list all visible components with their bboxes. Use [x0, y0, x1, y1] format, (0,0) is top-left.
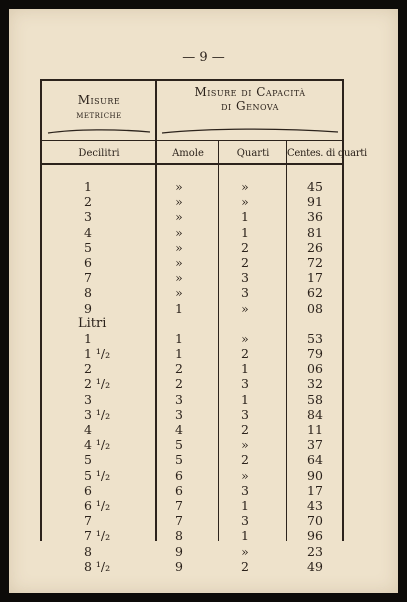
subheader-amole: Amole — [172, 148, 204, 159]
table-row — [40, 209, 344, 224]
centesimi-cell: 17 — [307, 482, 323, 498]
metric-cell: 2 — [84, 361, 92, 377]
table-row — [40, 422, 344, 437]
quarti-cell: 1 — [241, 497, 249, 513]
amole-cell: 7 — [175, 497, 183, 513]
centesimi-cell: 11 — [307, 422, 323, 437]
metric-cell: 3 ¹/₂ — [84, 406, 111, 422]
centesimi-cell: 49 — [307, 558, 323, 574]
metric-cell: 5 ¹/₂ — [84, 467, 111, 483]
metric-cell: 4 — [84, 224, 92, 240]
metric-cell: 8 — [84, 543, 92, 559]
quarti-cell: » — [241, 437, 249, 453]
metric-cell: 4 ¹/₂ — [84, 437, 111, 453]
quarti-cell: » — [241, 467, 249, 483]
metric-cell: 1 — [84, 330, 92, 346]
quarti-cell: » — [241, 543, 249, 559]
metric-cell: 6 — [84, 482, 92, 498]
table-top-border — [40, 79, 344, 81]
quarti-cell: 2 — [241, 254, 249, 270]
centesimi-cell: 70 — [307, 513, 323, 529]
amole-cell: 8 — [175, 528, 183, 544]
quarti-cell: 1 — [241, 528, 249, 544]
quarti-cell: 1 — [241, 391, 249, 407]
centesimi-cell: 53 — [307, 330, 323, 346]
table-row — [40, 498, 344, 513]
header-metric-title: Misure metriche — [76, 93, 122, 121]
amole-cell: 2 — [175, 361, 183, 377]
subheader-decilitri: Decilitri — [78, 148, 120, 159]
quarti-cell: 2 — [241, 346, 249, 362]
metric-cell: 3 — [84, 391, 92, 407]
table-row — [40, 285, 344, 300]
header-ornament-right — [160, 127, 340, 137]
centesimi-cell: 26 — [307, 239, 323, 255]
amole-cell: » — [175, 224, 183, 240]
amole-cell: » — [175, 239, 183, 255]
table-row — [40, 331, 344, 346]
metric-cell: 6 ¹/₂ — [84, 497, 111, 513]
amole-cell: » — [175, 254, 183, 270]
conversion-table-body — [40, 179, 344, 574]
metric-cell: 8 — [84, 285, 92, 301]
amole-cell: 9 — [175, 543, 183, 559]
centesimi-cell: 58 — [307, 391, 323, 407]
table-row — [40, 346, 344, 361]
metric-cell: 9 — [84, 300, 92, 316]
metric-cell: 5 — [84, 239, 92, 255]
centesimi-cell: 72 — [307, 254, 323, 270]
amole-cell: 1 — [175, 300, 183, 316]
table-row — [40, 437, 344, 452]
amole-cell: » — [175, 270, 183, 286]
amole-cell: 9 — [175, 558, 183, 574]
quarti-cell: 3 — [241, 406, 249, 422]
centesimi-cell: 37 — [307, 437, 323, 453]
metric-cell: 1 — [84, 179, 92, 194]
page-number: — 9 — — [182, 50, 225, 65]
centesimi-cell: 43 — [307, 497, 323, 513]
amole-cell: 2 — [175, 376, 183, 392]
quarti-cell: 3 — [241, 376, 249, 392]
centesimi-cell: 79 — [307, 346, 323, 362]
metric-cell: 7 ¹/₂ — [84, 528, 111, 544]
centesimi-cell: 36 — [307, 209, 323, 225]
quarti-cell: » — [241, 179, 249, 194]
centesimi-cell: 96 — [307, 528, 323, 544]
metric-cell: 3 — [84, 209, 92, 225]
quarti-cell: 2 — [241, 452, 249, 468]
table-row — [40, 301, 344, 316]
header-genova-title: Misure di Capacità di Genova — [194, 85, 306, 113]
table-row — [40, 225, 344, 240]
subheader-quarti: Quarti — [236, 148, 270, 159]
centesimi-cell: 64 — [307, 452, 323, 468]
amole-cell: 1 — [175, 346, 183, 362]
metric-cell: 7 — [84, 270, 92, 286]
centesimi-cell: 23 — [307, 543, 323, 559]
amole-cell: 6 — [175, 467, 183, 483]
metric-cell: 7 — [84, 513, 92, 529]
subheader-divider — [40, 163, 344, 165]
centesimi-cell: 32 — [307, 376, 323, 392]
amole-cell: 5 — [175, 437, 183, 453]
amole-cell: 3 — [175, 391, 183, 407]
table-row — [40, 468, 344, 483]
table-row — [40, 255, 344, 270]
table-row — [40, 392, 344, 407]
table-row — [40, 483, 344, 498]
subheader-centesimi: Centes. di quarti — [287, 148, 367, 159]
table-row — [40, 513, 344, 528]
amole-cell: 5 — [175, 452, 183, 468]
metric-cell: 8 ¹/₂ — [84, 558, 111, 574]
amole-cell: 4 — [175, 422, 183, 437]
table-row — [40, 179, 344, 194]
centesimi-cell: 45 — [307, 179, 323, 194]
table-row — [40, 407, 344, 422]
centesimi-cell: 17 — [307, 270, 323, 286]
centesimi-cell: 06 — [307, 361, 323, 377]
metric-cell: 2 ¹/₂ — [84, 376, 111, 392]
section-label: Litri — [78, 315, 107, 331]
header-ornament-left — [46, 127, 152, 137]
quarti-cell: » — [241, 300, 249, 316]
centesimi-cell: 84 — [307, 406, 323, 422]
metric-cell: 5 — [84, 452, 92, 468]
quarti-cell: 1 — [241, 224, 249, 240]
metric-cell: 1 ¹/₂ — [84, 346, 111, 362]
amole-cell: » — [175, 285, 183, 301]
quarti-cell: 2 — [241, 422, 249, 437]
table-row — [40, 452, 344, 467]
metric-cell: 6 — [84, 254, 92, 270]
centesimi-cell: 91 — [307, 194, 323, 210]
quarti-cell: » — [241, 194, 249, 210]
quarti-cell: 3 — [241, 270, 249, 286]
table-row — [40, 528, 344, 543]
centesimi-cell: 81 — [307, 224, 323, 240]
table-row — [40, 559, 344, 574]
quarti-cell: 3 — [241, 285, 249, 301]
quarti-cell: 3 — [241, 513, 249, 529]
amole-cell: 1 — [175, 330, 183, 346]
centesimi-cell: 62 — [307, 285, 323, 301]
quarti-cell: 1 — [241, 209, 249, 225]
table-row — [40, 544, 344, 559]
table-row — [40, 376, 344, 391]
quarti-cell: 3 — [241, 482, 249, 498]
table-row — [40, 194, 344, 209]
table-row — [40, 361, 344, 376]
quarti-cell: 2 — [241, 558, 249, 574]
amole-cell: » — [175, 209, 183, 225]
amole-cell: 3 — [175, 406, 183, 422]
section-label-row — [40, 316, 344, 331]
quarti-cell: 2 — [241, 239, 249, 255]
table-row — [40, 270, 344, 285]
amole-cell: » — [175, 194, 183, 210]
amole-cell: 6 — [175, 482, 183, 498]
centesimi-cell: 90 — [307, 467, 323, 483]
centesimi-cell: 08 — [307, 300, 323, 316]
header-divider — [40, 140, 344, 141]
metric-cell: 2 — [84, 194, 92, 210]
quarti-cell: » — [241, 330, 249, 346]
metric-cell: 4 — [84, 422, 92, 437]
amole-cell: 7 — [175, 513, 183, 529]
quarti-cell: 1 — [241, 361, 249, 377]
amole-cell: » — [175, 179, 183, 194]
table-row — [40, 240, 344, 255]
